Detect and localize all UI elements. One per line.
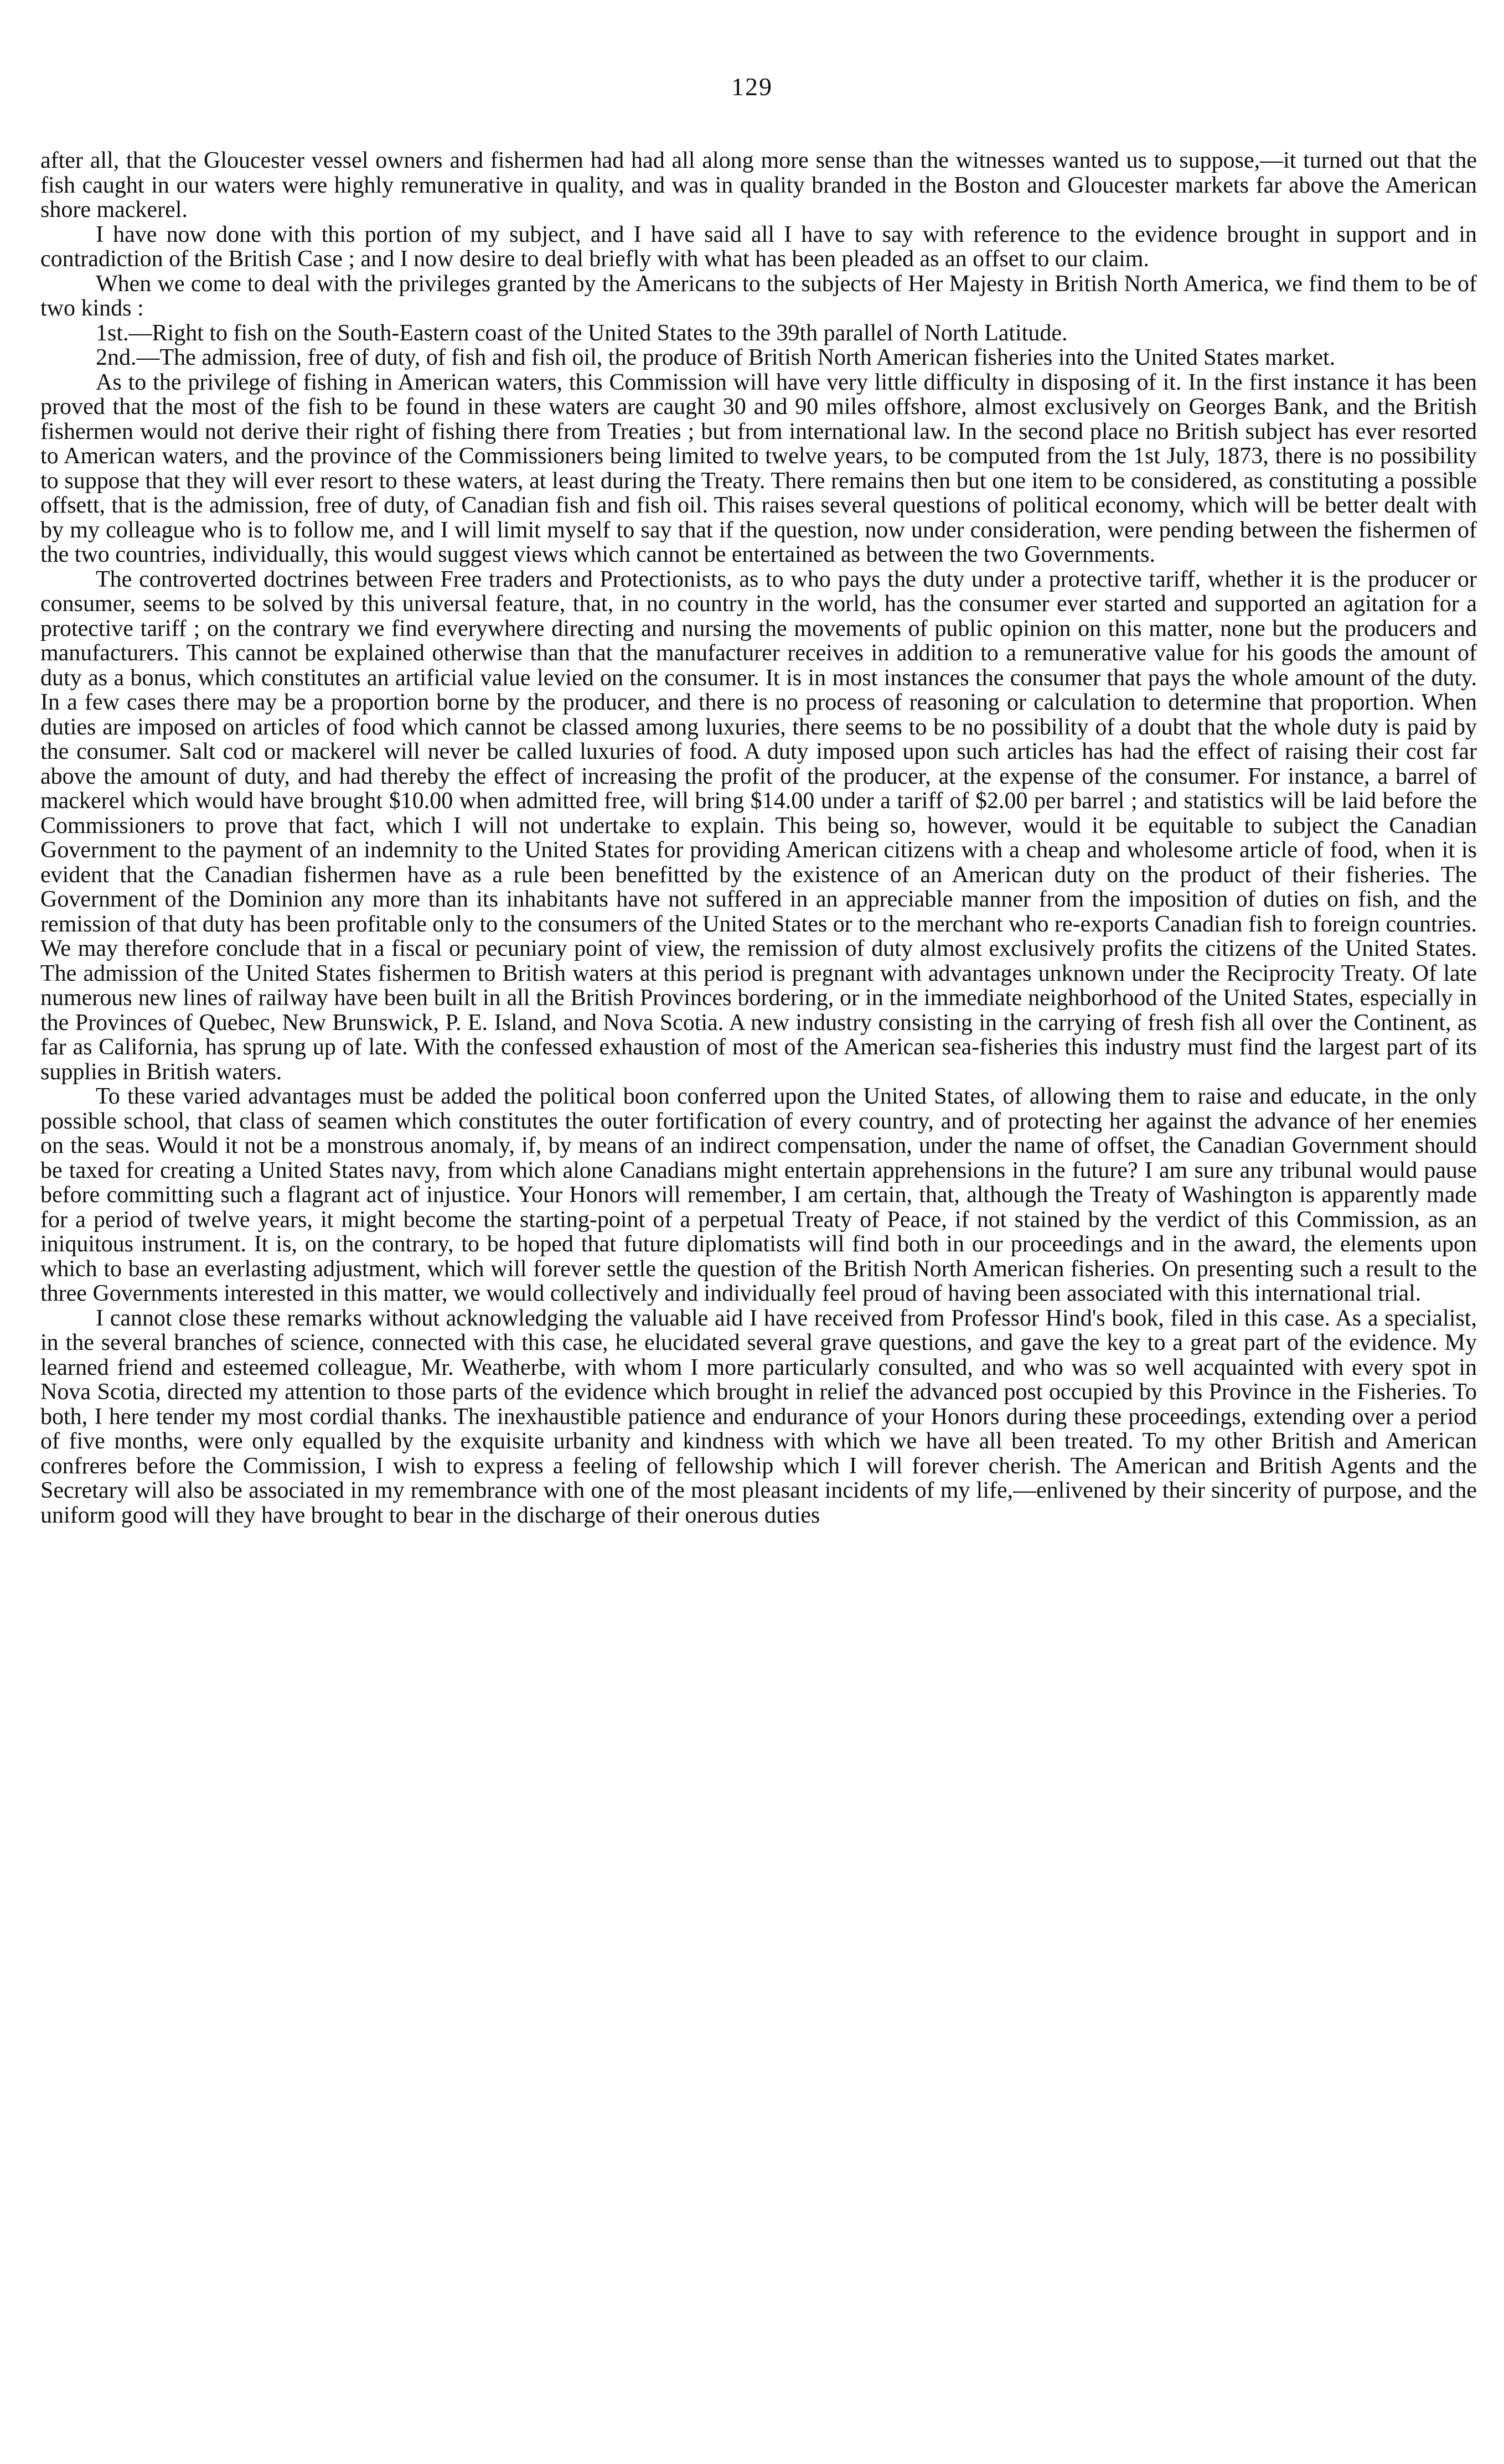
paragraph-privileges-intro: When we come to deal with the privileges granted by the Americans to the subjects of Her Majesty in British North America, we find them to be of two kinds : xyxy=(40,271,1477,321)
paragraph-political-boon: To these varied advantages must be added the political boon conferred upon the United States, of allowing them to raise and educate, in the only possible school, that class of seamen which constitutes the outer fortification of every country, and of protecting her against the advance of her enemies on the seas. Would it not be a monstrous anomaly, if, by means of an indirect compensation, under the name of offset, the Canadian Government should be taxed for creating a United States navy, from which alone Canadians might entertain apprehensions in the future? I am sure any tribunal would pause before committing such a flagrant act of injustice. Your Honors will remember, I am certain, that, although the Treaty of Washington is apparently made for a period of twelve years, it might become the starting-point of a perpetual Treaty of Peace, if not stained by the verdict of this Commission, as an iniquitous instrument. It is, on the contrary, to be hoped that future diplomatists will find both in our proceedings and in the award, the elements upon which to base an everlasting adjustment, which will forever settle the question of the British North American fisheries. On presenting such a result to the three Governments interested in this matter, we would collectively and individually feel proud of having been associated with this international trial. xyxy=(40,1084,1477,1306)
paragraph-fishing-privilege: As to the privilege of fishing in American waters, this Commission will have very little difficulty in disposing of it. In the first instance it has been proved that the most of the fish to be found in these waters are caught 30 and 90 miles offshore, almost exclusively on Georges Bank, and the British fishermen would not derive their right of fishing there from Treaties ; but from international law. In the second place no British subject has ever resorted to American waters, and the province of the Commissioners being limited to twelve years, to be computed from the 1st July, 1873, there is no possibility to suppose that they will ever resort to these waters, at least during the Treaty. There remains then but one item to be considered, as constituting a possible offsett, that is the admission, free of duty, of Canadian fish and fish oil. This raises several questions of political economy, which will be better dealt with by my colleague who is to follow me, and I will limit myself to say that if the question, now under consideration, were pending between the fishermen of the two countries, individually, this would suggest views which cannot be entertained as between the two Governments. xyxy=(40,369,1477,567)
paragraph-acknowledgements: I cannot close these remarks without acknowledging the valuable aid I have received from Professor Hind's book, filed in this case. As a specialist, in the several branches of science, connected with this case, he elucidated several grave questions, and gave the key to a great part of the evidence. My learned friend and esteemed colleague, Mr. Weatherbe, with whom I more particularly consulted, and who was so well acquainted with every spot in Nova Scotia, directed my attention to those parts of the evidence which brought in relief the advanced post occupied by this Province in the Fisheries. To both, I here tender my most cordial thanks. The inexhaustible patience and endurance of your Honors during these proceedings, extending over a period of five months, were only equalled by the exquisite urbanity and kindness with which we have all been treated. To my other British and American confreres before the Commission, I wish to express a feeling of fellowship which I will forever cherish. The American and British Agents and the Secretary will also be associated in my remembrance with one of the most pleasant incidents of my life,—enlivened by their sincerity of purpose, and the uniform good will they have brought to bear in the discharge of their onerous duties xyxy=(40,1305,1477,1528)
list-item-first-privilege: 1st.—Right to fish on the South-Eastern coast of the United States to the 39th parallel of North Latitude. xyxy=(96,320,1068,346)
paragraph-continuation: after all, that the Gloucester vessel owners and fishermen had had all along more sense than the witnesses wanted us to suppose,—it turned out that the fish caught in our waters were highly remunerative in quality, and was in quality branded in the Boston and Gloucester markets far above the American shore mackerel. xyxy=(40,148,1477,222)
list-item-second-privilege: 2nd.—The admission, free of duty, of fish and fish oil, the produce of British North American fisheries into the United States market. xyxy=(96,345,1336,370)
page-number: 129 xyxy=(731,73,773,101)
paragraph-free-trade-doctrines: The controverted doctrines between Free traders and Protectionists, as to who pays the duty under a protective tariff, whether it is the producer or consumer, seems to be solved by this universal feature, that, in no country in the world, has the consumer ever started and supported an agitation for a protective tariff ; on the contrary we find everywhere directing and nursing the movements of public opinion on this matter, none but the producers and manufacturers. This cannot be explained otherwise than that the manufacturer receives in addition to a remunerative value for his goods the amount of duty as a bonus, which constitutes an artificial value levied on the consumer. It is in most instances the consumer that pays the whole amount of the duty. In a few cases there may be a proportion borne by the producer, and there is no process of reasoning or calculation to determine that proportion. When duties are imposed on articles of food which cannot be classed among luxuries, there seems to be no possibility of a doubt that the whole duty is paid by the consumer. Salt cod or mackerel will never be called luxuries of food. A duty imposed upon such articles has had the effect of raising their cost far above the amount of duty, and had thereby the effect of increasing the profit of the producer, at the expense of the consumer. For instance, a barrel of mackerel which would have brought $10.00 when admitted free, will bring $14.00 under a tariff of $2.00 per barrel ; and statistics will be laid before the Commissioners to prove that fact, which I will not undertake to explain. This being so, however, would it be equitable to subject the Canadian Government to the payment of an indemnity to the United States for providing American citizens with a cheap and wholesome article of food, when it is evident that the Canadian fishermen have as a rule been benefitted by the existence of an American duty on the product of their fisheries. The Government of the Dominion any more than its inhabitants have not suffered in an appreciable manner from the imposition of duties on fish, and the remission of that duty has been profitable only to the consumers of the United States or to the merchant who re-exports Canadian fish to foreign countries. We may therefore conclude that in a fiscal or pecuniary point of view, the remission of duty almost exclusively profits the citizens of the United States. The admission of the United States fishermen to British waters at this period is pregnant with advantages unknown under the Reciprocity Treaty. Of late numerous new lines of railway have been built in all the British Provinces bordering, or in the immediate neighborhood of the United States, especially in the Provinces of Quebec, New Brunswick, P. E. Island, and Nova Scotia. A new industry consisting in the carrying of fresh fish all over the Continent, as far as California, has sprung up of late. With the confessed exhaustion of most of the American sea-fisheries this industry must find the largest part of its supplies in British waters. xyxy=(40,566,1477,1085)
paragraph-evidence-conclusion: I have now done with this portion of my subject, and I have said all I have to say with reference to the evidence brought in support and in contradiction of the British Case ; and I now desire to deal briefly with what has been pleaded as an offset to our claim. xyxy=(40,221,1477,272)
body-text xyxy=(40,148,1477,1528)
